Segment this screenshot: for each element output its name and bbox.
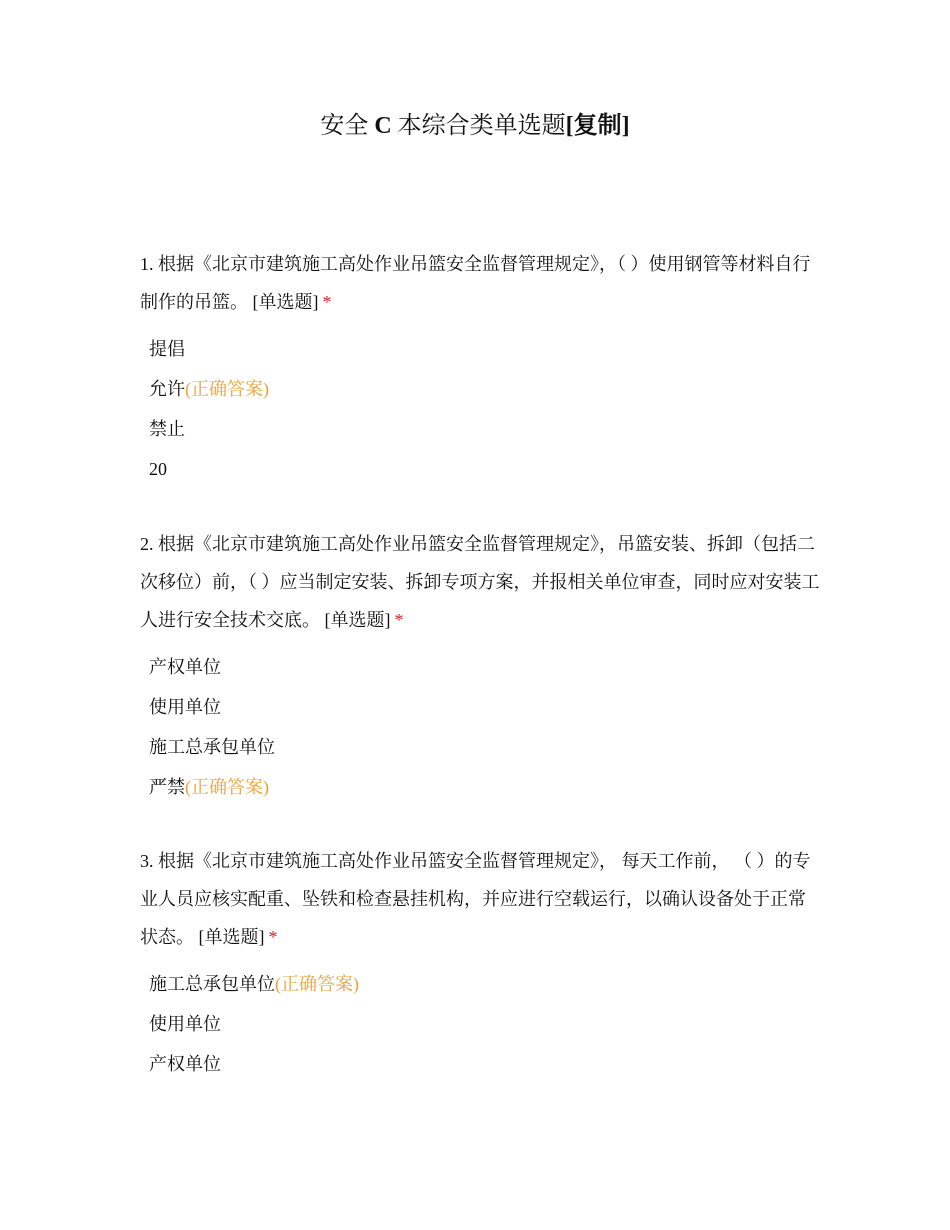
option-label: 施工总承包单位 — [149, 974, 275, 994]
question-type-tag: [单选题] — [198, 927, 265, 947]
title-copy-tag: [复制] — [565, 113, 630, 139]
option-item[interactable] — [140, 1044, 820, 1084]
required-mark: * — [268, 927, 278, 947]
title-main: 本综合类单选题 — [391, 113, 566, 139]
question-stem — [140, 245, 820, 321]
question-text: 根据《北京市建筑施工高处作业吊篮安全监督管理规定》，（ ）使用钢管等材料自行制作的吊篮。 — [140, 254, 811, 312]
question-1 — [140, 245, 820, 489]
question-type-tag: [单选题] — [324, 610, 391, 630]
option-item[interactable] — [140, 767, 820, 807]
page-title — [0, 108, 950, 144]
title-prefix: 安全 — [320, 113, 375, 139]
question-stem — [140, 842, 820, 956]
option-label: 20 — [149, 459, 167, 479]
option-item[interactable] — [140, 449, 820, 489]
option-label: 施工总承包单位 — [149, 737, 275, 757]
correct-answer-label: (正确答案) — [275, 974, 359, 994]
required-mark: * — [322, 292, 332, 312]
correct-answer-label: (正确答案) — [185, 777, 269, 797]
option-item[interactable] — [140, 409, 820, 449]
title-bold-letter: C — [374, 113, 392, 139]
option-label: 产权单位 — [149, 657, 221, 677]
question-number: 3. — [140, 851, 154, 871]
question-3 — [140, 842, 820, 1084]
question-text: 根据《北京市建筑施工高处作业吊篮安全监督管理规定》，吊篮安装、拆卸（包括二次移位）前，（ ）应当制定安装、拆卸专项方案，并报相关单位审查，同时应对安装工人进行安全技术交底。 — [140, 534, 820, 630]
question-number: 2. — [140, 534, 154, 554]
option-item[interactable] — [140, 647, 820, 687]
option-item[interactable] — [140, 369, 820, 409]
option-item[interactable] — [140, 687, 820, 727]
required-mark: * — [394, 610, 404, 630]
option-list — [140, 329, 820, 489]
option-label: 提倡 — [149, 339, 185, 359]
option-label: 允许 — [149, 379, 185, 399]
option-label: 禁止 — [149, 419, 185, 439]
option-item[interactable] — [140, 329, 820, 369]
option-list — [140, 964, 820, 1084]
correct-answer-label: (正确答案) — [185, 379, 269, 399]
question-text: 根据《北京市建筑施工高处作业吊篮安全监督管理规定》， 每天工作前， （ ）的专业人员应核实配重、坠铁和检查悬挂机构，并应进行空载运行，以确认设备处于正常状态。 — [140, 851, 811, 947]
question-2 — [140, 525, 820, 807]
option-label: 严禁 — [149, 777, 185, 797]
question-stem — [140, 525, 820, 639]
question-type-tag: [单选题] — [252, 292, 319, 312]
option-list — [140, 647, 820, 807]
option-label: 使用单位 — [149, 1014, 221, 1034]
question-number: 1. — [140, 254, 154, 274]
option-item[interactable] — [140, 727, 820, 767]
option-label: 使用单位 — [149, 697, 221, 717]
option-item[interactable] — [140, 964, 820, 1004]
option-label: 产权单位 — [149, 1054, 221, 1074]
option-item[interactable] — [140, 1004, 820, 1044]
